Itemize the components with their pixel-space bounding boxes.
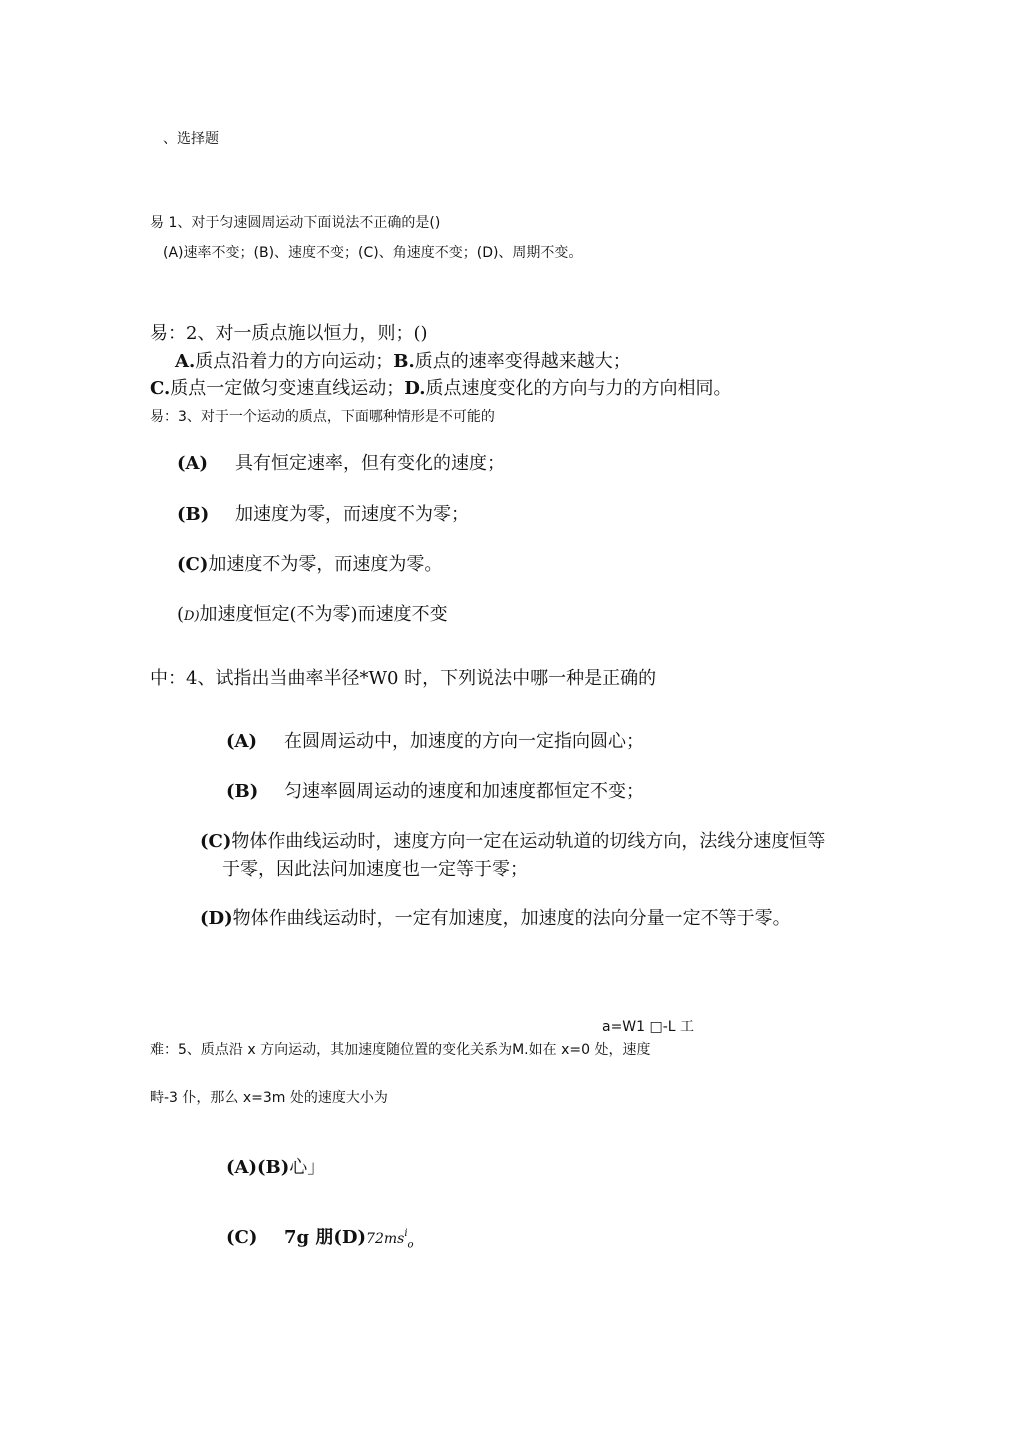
q3-option-d-label: D) [184, 609, 200, 624]
q2-stem: 易：2、对一质点施以恒力，则；() [150, 323, 428, 344]
q3-option-a [177, 455, 505, 473]
q3-option-c-text: 加速度不为零，而速度为零。 [208, 554, 443, 575]
q5-stem: 难：5、质点沿 x 方向运动，其加速度随位置的变化关系为M.如在 x=0 处，速度 [150, 1042, 651, 1058]
q4-option-a [226, 733, 644, 751]
q5-option-d-sup: i [404, 1228, 408, 1239]
q1-stem: 易 1、对于匀速圆周运动下面说法不正确的是() [150, 215, 441, 231]
q5-stem-continued: 畤-3 仆，那么 x=3m 处的速度大小为 [150, 1090, 388, 1106]
q5-options-ab [226, 1159, 325, 1177]
q3-option-b-label: (B) [177, 504, 210, 525]
q4-option-c-continued: 于零，因此法问加速度也一定等于零； [222, 859, 528, 880]
q4-option-b-text: 匀速率圆周运动的速度和加速度都恒定不变； [284, 781, 644, 802]
q3-stem: 易：3、对于一个运动的质点，下面哪种情形是不可能的 [150, 409, 495, 425]
q4-option-c-text: 物体作曲线运动时，速度方向一定在运动轨道的切线方向，法线分速度恒等 [231, 831, 826, 852]
q4-option-d-text: 物体作曲线运动时，一定有加速度，加速度的法向分量一定不等于零。 [232, 908, 791, 929]
q2-options-row1 [175, 353, 631, 371]
q4-option-b [226, 783, 644, 801]
q5-options-cd [226, 1229, 414, 1251]
q2-options-row2 [150, 380, 732, 398]
q4-option-d-label: (D) [200, 908, 233, 929]
q2-option-c-label: C. [150, 378, 171, 399]
q2-option-c-text: 质点一定做匀变速直线运动； [170, 378, 405, 399]
q4-option-c [200, 833, 825, 851]
q4-option-a-text: 在圆周运动中，加速度的方向一定指向圆心； [284, 731, 644, 752]
q3-option-d [177, 606, 448, 624]
q1-options: (A)速率不变；(B)、速度不变；(C)、角速度不变；(D)、周期不变。 [163, 245, 583, 261]
q4-option-d [200, 910, 791, 928]
q2-option-b-label: B. [393, 351, 415, 372]
q2-option-d-label: D. [404, 378, 426, 399]
q3-option-b [177, 506, 469, 524]
q4-option-a-label: (A) [226, 731, 257, 752]
q5-option-d-text: 72ms [366, 1231, 405, 1247]
q2-option-d-text: 质点速度变化的方向与力的方向相同。 [425, 378, 732, 399]
q4-option-b-label: (B) [226, 781, 259, 802]
q4-option-c-label: (C) [200, 831, 232, 852]
q5-options-ab-text: 心」 [289, 1157, 326, 1178]
q5-option-d-sub: o [407, 1239, 414, 1251]
q3-option-a-label: (A) [177, 453, 208, 474]
q5-option-c-text: 7g 朋 [284, 1227, 334, 1248]
q3-option-b-text: 加速度为零，而速度不为零； [235, 504, 469, 525]
q2-option-a-label: A. [175, 351, 196, 372]
q3-option-c [177, 556, 442, 574]
q3-option-d-label-open: ( [177, 604, 185, 625]
q5-option-d-label: (D) [333, 1227, 367, 1248]
q3-option-c-label: (C) [177, 554, 209, 575]
q2-option-a-text: 质点沿着力的方向运动； [195, 351, 394, 372]
q2-option-b-text: 质点的速率变得越来越大； [414, 351, 631, 372]
q5-option-c-label: (C) [226, 1227, 258, 1248]
q5-options-ab-label: (A)(B) [226, 1157, 290, 1178]
q4-stem: 中：4、试指出当曲率半径*W0 时，下列说法中哪一种是正确的 [150, 668, 657, 689]
section-heading: 、选择题 [163, 131, 219, 147]
q3-option-d-text: 加速度恒定(不为零)而速度不变 [199, 604, 448, 625]
q3-option-a-text: 具有恒定速率，但有变化的速度； [235, 453, 505, 474]
q5-formula: a=W1 □-L 工 [602, 1019, 695, 1035]
